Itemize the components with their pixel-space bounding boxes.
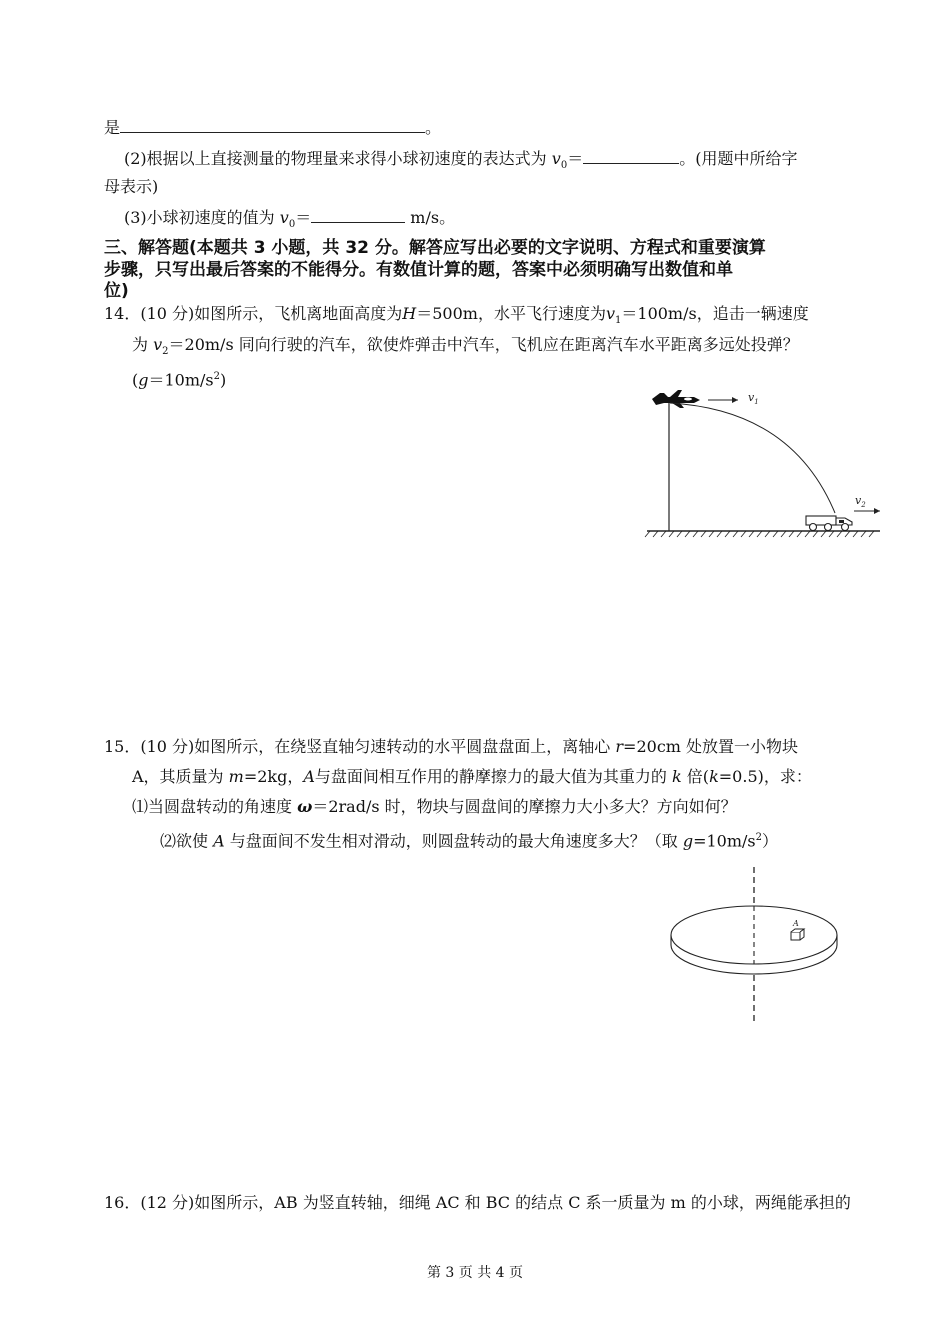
q14-line1: 14．(10 分)如图所示，飞机离地面高度为H＝500m，水平飞行速度为$v_1=100m/s$，追击一辆速度 — [104, 304, 809, 327]
q13-line0: 是 。 — [104, 118, 442, 137]
q15-line1: 15．(10 分)如图所示，在绕竖直轴匀速转动的水平圆盘盘面上，离轴心 r=20cm 处放置一小物块 — [104, 737, 799, 756]
section-header-line1: 三、解答题(本题共 3 小题，共 32 分。解答应写出必要的文字说明、方程式和重要演算 — [104, 238, 766, 258]
v2-label: $v_2$ — [855, 494, 866, 509]
answer-blank[interactable] — [120, 116, 425, 133]
q13-part3: (3)小球初速度的值为 $v_0= m/s$。 — [124, 208, 456, 231]
q13-part2-cont: 母表示) — [104, 177, 159, 196]
section-header-line2: 步骤，只写出最后答案的不能得分。有数值计算的题，答案中必须明确写出数值和单 — [104, 260, 733, 280]
q14-line3: $(g=10m/s^2)$ — [132, 370, 227, 390]
q15-part2: ⑵欲使 A 与盘面间不发生相对滑动，则圆盘转动的最大角速度多大？（取 $g=10m/s^2$） — [160, 831, 779, 851]
q14-figure — [642, 385, 892, 545]
q15-figure — [665, 865, 845, 1025]
q15-line2: A，其质量为 m=2kg，A与盘面间相互作用的静摩擦力的最大值为其重力的 k 倍(k=0.5)，求： — [132, 767, 812, 786]
q16-line1: 16．(12 分)如图所示，AB 为竖直转轴，细绳 AC 和 BC 的结点 C 系一质量为 m 的小球，两绳能承担的 — [104, 1193, 851, 1212]
q15-part1: ⑴当圆盘转动的角速度 ω＝2rad/s 时，物块与圆盘间的摩擦力大小多大？方向如何？ — [132, 797, 737, 816]
answer-blank[interactable] — [583, 147, 679, 164]
bomb-trajectory — [670, 403, 835, 513]
section-header-line3: 位) — [104, 281, 129, 301]
v1-label: $v_1$ — [748, 391, 759, 406]
block-a-label: A — [793, 919, 799, 928]
ground-hatching — [645, 531, 874, 537]
page-footer: 第 3 页 共 4 页 — [426, 1265, 524, 1281]
q13-part2: (2)根据以上直接测量的物理量来求得小球初速度的表达式为 $v_0=$ 。(用题中所给字 — [124, 149, 798, 172]
answer-blank[interactable] — [311, 206, 405, 223]
car-icon — [806, 516, 852, 531]
q14-line2: 为 $v_2=20m/s$ 同向行驶的汽车，欲使炸弹击中汽车，飞机应在距离汽车水平距离多远处投弹？ — [132, 335, 799, 358]
